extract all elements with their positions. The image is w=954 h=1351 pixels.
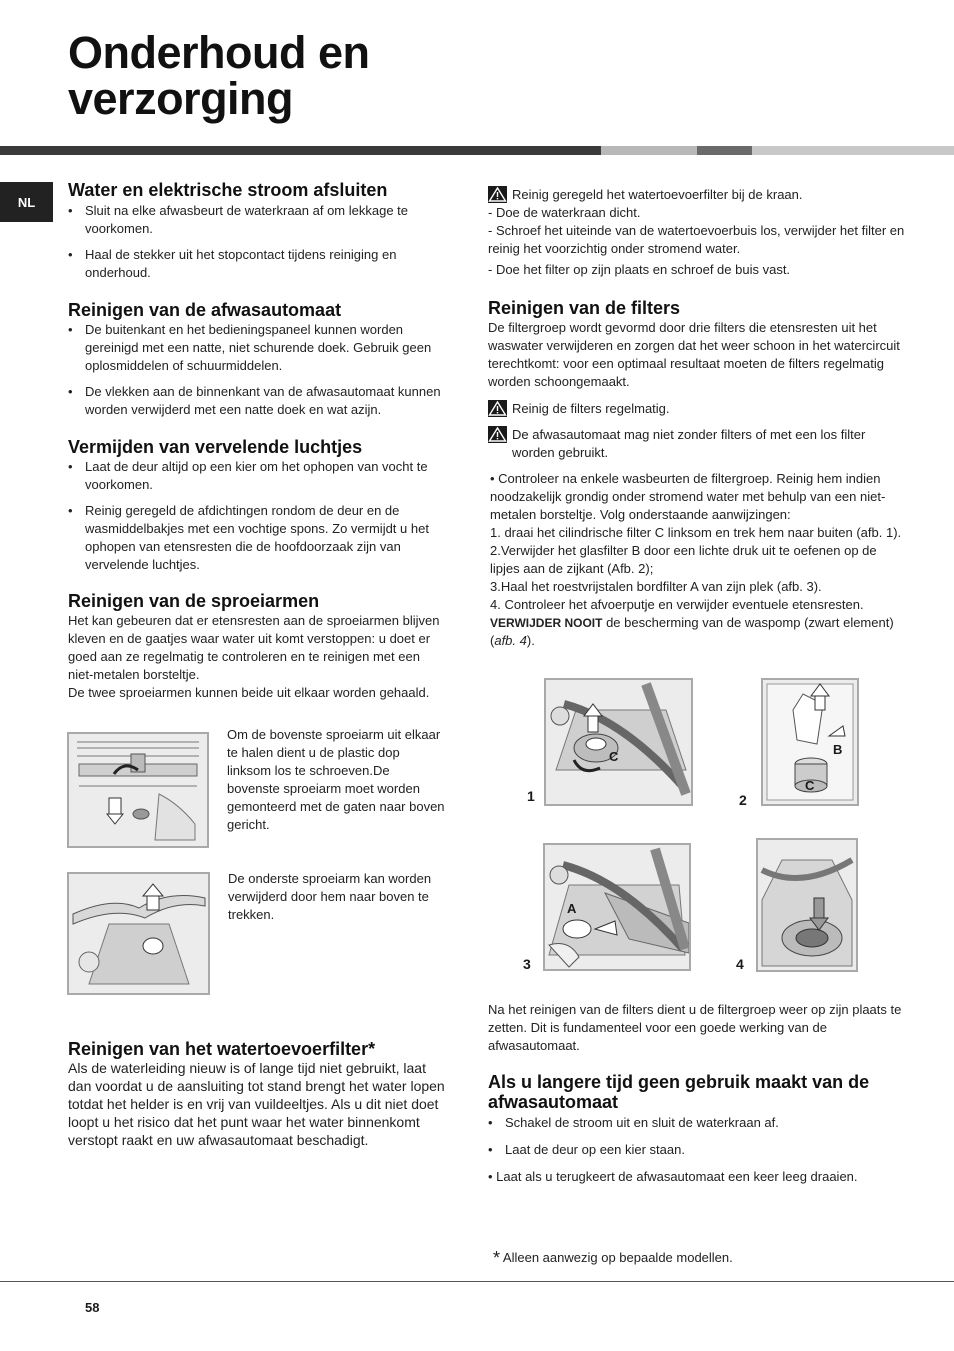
list-item: • Haal de stekker uit het stopcontact tijdens reiniging en onderhoud. [68,246,446,282]
section-reinigen [68,300,446,419]
sproeiarmen-para1: Het kan gebeuren dat er etensresten aan de sproeiarmen blijven kleven en de gaatjes waar water uit komt verstoppen: u doet er goed aan ze regelmatig te controleren en te reinigen met een niet-metalen borsteltje. [68,613,440,682]
figure-2-number: 2 [739,792,747,808]
filter-check-intro: • Controleer na enkele wasbeurten de filtergroep. Reinig hem indien noodzakelijk grondig onder stromend water met behulp van een niet-metalen borsteltje. Volg onderstaande aanwijzingen: [490,471,886,522]
figure-1-number: 1 [527,788,535,804]
warning-icon [488,186,507,203]
footnote-text: Alleen aanwezig op bepaalde modellen. [502,1250,733,1265]
step-line: - Doe de waterkraan dicht. [488,205,641,220]
filter-step: 3.Haal het roestvrijstalen bordfilter A van zijn plek (afb. 3). [490,579,822,594]
footnote [493,1249,733,1267]
warning-icon [488,426,507,443]
figure-2-label-b: B [833,742,843,757]
page-title-line1: Onderhoud en [68,27,370,78]
page-number: 58 [85,1300,100,1315]
filter-never-note [490,614,906,650]
list-item: • Reinig geregeld de afdichtingen rondom de deur en de wasmiddelbakjes met een vochtige spons. Zo vermijdt u het ophopen van etensresten die de hoofdoorzaak zijn van vervelende luchtjes. [68,502,446,574]
filters-intro: De filtergroep wordt gevormd door drie filters die etensresten uit het waswater verwijderen en zorgen dat het weer schoon in het watercircuit terechtkomt: voor een optimaal resultaat moeten de filters regelmatig worden schoongemaakt. [488,320,900,389]
filter-4-illustration [758,840,856,970]
figure-upper-spray-arm [67,732,209,848]
section-sproeiarmen-heading: Reinigen van de sproeiarmen [68,591,320,611]
page-title [68,27,370,124]
figure-filter-3 [543,843,691,971]
upper-spray-arm-text: Om de bovenste sproeiarm uit elkaar te halen dient u de plastic dop linksom los te schroeven.De bovenste sproeiarm moet worden gemonteerd met de gaten naar boven gericht. [227,727,445,832]
section-langere [488,1072,908,1186]
watertoevoer-text: Als de waterleiding nieuw is of lange tijd niet gebruikt, laat dan voordat u de aansluiting tot stand brengt het water lopen totdat het helder is en vrij van vuildeeltjes. Als u dit niet doet loopt u het risico dat het punt waar het water binnenkomt verstopt raakt en uw afwasautomaat beschadigt. [68,1060,445,1148]
list-item: • De buitenkant en het bedieningspaneel kunnen worden gereinigd met een natte, niet schurende doek. Gebruik geen oplosmiddelen of schuurmiddelen. [68,321,446,375]
section-water-heading: Water en elektrische stroom afsluiten [68,180,388,200]
figure-3-number: 3 [523,956,531,972]
section-watertoevoer [68,1039,446,1149]
never-remove-label: VERWIJDER NOOIT [490,616,603,630]
list-item: • Laat de deur op een kier staan. [488,1141,908,1159]
footnote-star: * [493,1248,501,1268]
section-watertoevoer-heading: Reinigen van het watertoevoerfilter* [68,1039,376,1059]
warning-icon [488,400,507,417]
section-langere-heading: Als u langere tijd geen gebruik maakt van de afwasautomaat [488,1072,870,1112]
list-item: • De vlekken aan de binnenkant van de afwasautomaat kunnen worden verwijderd met een natte doek en wat azijn. [68,383,446,419]
section-sproeiarmen [68,591,446,702]
filter-step: 1. draai het cilindrische filter C linksom en trek hem naar buiten (afb. 1). [490,525,902,540]
section-luchtjes [68,437,446,574]
section-reinigen-list [68,321,446,419]
lower-spray-arm-illustration [69,874,208,993]
langere-last: • Laat als u terugkeert de afwasautomaat een keer leeg draaien. [488,1169,858,1184]
filter-step: 2.Verwijder het glasfilter B door een lichte druk uit te oefenen op de lipjes aan de zijkant (Afb. 2); [490,543,877,576]
section-filters [488,298,906,650]
language-tab: NL [0,182,53,222]
warning-3 [488,426,906,462]
section-langere-list [488,1114,908,1159]
section-filters-heading: Reinigen van de filters [488,298,681,318]
figure-3-label-a: A [567,901,577,916]
figure-2-label-c: C [805,778,815,793]
warning-1 [488,186,906,204]
section-water [68,180,446,282]
filters-after-text: Na het reinigen van de filters dient u de filtergroep weer op zijn plaats te zetten. Dit is fundamenteel voor een goede werking van de afwasautomaat. [488,1002,902,1053]
step-line: - Doe het filter op zijn plaats en schroef de buis vast. [488,262,791,277]
header-bar-dark [0,146,601,155]
page-title-line2: verzorging [68,73,294,124]
warning-3-text: De afwasautomaat mag niet zonder filters of met een los filter worden gebruikt. [512,427,866,460]
never-remove-ref: afb. 4 [494,633,527,648]
figure-filter-1 [544,678,693,806]
warning-2-text: Reinig de filters regelmatig. [512,401,670,416]
step-line: - Schroef het uiteinde van de watertoevoerbuis los, verwijder het filter en reinig het voorzichtig onder stromend water. [488,223,905,256]
header-bar-light-1 [601,146,697,155]
list-item: • Sluit na elke afwasbeurt de waterkraan af om lekkage te voorkomen. [68,202,446,238]
never-remove-text: de bescherming van de waspomp (zwart element) ( [490,615,894,648]
figure-1-label-c: C [609,749,619,764]
figure-filter-4 [756,838,858,972]
filter-instructions [488,470,906,650]
sproeiarmen-para2: De twee sproeiarmen kunnen beide uit elkaar worden gehaald. [68,685,430,700]
upper-spray-arm-illustration [69,734,207,846]
filter-step: 4. Controleer het afvoerputje en verwijder eventuele etensresten. [490,597,864,612]
section-luchtjes-heading: Vermijden van vervelende luchtjes [68,437,363,457]
filter-1-illustration [546,680,691,804]
section-water-list [68,202,446,282]
warning-1-text: Reinig geregeld het watertoevoerfilter bij de kraan. [512,187,803,202]
section-luchtjes-list [68,458,446,574]
section-watertoevoerfilter-kraan [488,186,906,279]
warning-2 [488,400,906,418]
list-item: • Schakel de stroom uit en sluit de waterkraan af. [488,1114,908,1132]
figure-4-number: 4 [736,956,744,972]
header-bar-light-2 [752,146,954,155]
section-reinigen-heading: Reinigen van de afwasautomaat [68,300,342,320]
header-bar-mid [697,146,752,155]
list-item: • Laat de deur altijd op een kier om het ophopen van vocht te voorkomen. [68,458,446,494]
never-remove-end: ). [526,633,535,648]
header-bar [0,146,954,155]
figure-lower-spray-arm [67,872,210,995]
footer-rule [0,1281,954,1282]
lower-spray-arm-text: De onderste sproeiarm kan worden verwijderd door hem naar boven te trekken. [228,871,432,922]
